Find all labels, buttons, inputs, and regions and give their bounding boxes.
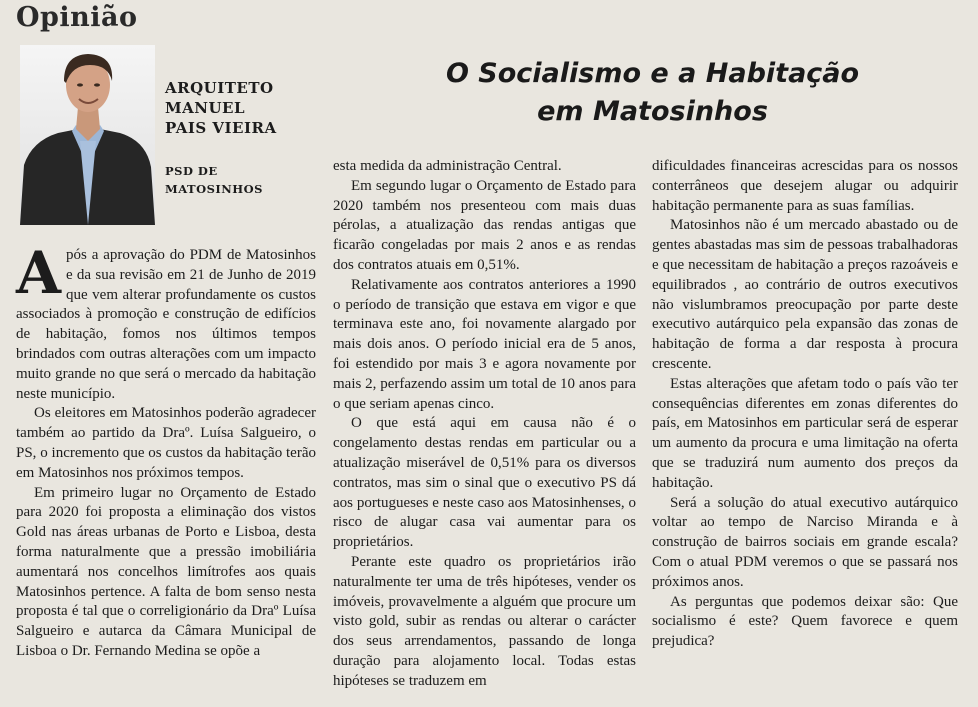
paragraph: Em primeiro lugar no Orçamento de Estado para 2020 foi proposta a eliminação dos vistos Gold nas áreas urbanas de Porto e Lisboa, desta forma naturalmente que a pressão imobiliária aumentará nos concelhos limítrofes aos quais Matosinhos pertence. A falta de bom senso nesta proposta é tal que o correligionário da Draº Luísa Salgueiro e autarca da Câmara Municipal de Lisboa o Dr. Fernando Medina se opõe a [16, 484, 316, 659]
paragraph: Perante este quadro os proprietários irão naturalmente ter uma de três hipóteses, vender os imóveis, provavelmente a alguém que procure um visto gold, subir as rendas ou alterar o carácter dos seus arrendamentos, passando de longa duração para alojamento local. Todas estas hipóteses se traduzem em [333, 553, 636, 689]
author-name-line: PAIS VIEIRA [165, 119, 277, 137]
paragraph: Estas alterações que afetam todo o país vão ter consequências diferentes em zonas diferentes do país, em Matosinhos em particular será de esperar um aumento da procura e uma limitação na oferta que se traduzirá num aumento dos preços da habitação. [652, 375, 958, 491]
author-role-line: MATOSINHOS [165, 182, 263, 196]
drop-cap: A [16, 239, 62, 307]
article-column-2 [333, 157, 636, 692]
paragraph: Relativamente aos contratos anteriores a 1990 o período de transição que estava em vigor e que terminava este ano, foi novamente alargado por mais dois anos. O período inicial era de 5 anos, foi estendido por mais 3 e agora novamente por mais 2, perfazendo assim um total de 10 anos para o que seriam apenas cinco. [333, 276, 636, 412]
author-name-line: ARQUITETO [165, 79, 274, 97]
author-name-line: MANUEL [165, 99, 246, 117]
author-photo [20, 45, 155, 225]
paragraph: Será a solução do atual executivo autárquico voltar ao tempo de Narciso Miranda e à construção de bairros sociais em grande escala? Com o atual PDM veremos o que se passará nos próximos anos. [652, 494, 958, 590]
author-role-line: PSD DE [165, 164, 218, 178]
paragraph: esta medida da administração Central. [333, 158, 562, 174]
author-portrait-image [20, 45, 155, 225]
author-role [165, 162, 325, 198]
paragraph: dificuldades financeiras acrescidas para os nossos conterrâneos que desejem alugar ou adquirir habitação permanente para as suas famílias. [652, 158, 958, 214]
headline-line: em Matosinhos [537, 96, 768, 127]
paragraph: Os eleitores em Matosinhos poderão agradecer também ao partido da Draº. Luísa Salgueiro, o PS, o incremento que os custos da habitação terão em Matosinhos nos próximos tempos. [16, 405, 316, 481]
article-headline [360, 55, 945, 131]
paragraph: Em segundo lugar o Orçamento de Estado para 2020 também nos presenteou com mais duas pérolas, a atualização das rendas antigas que ficarão congeladas por mais 2 anos e as rendas dos contratos atuais em 0,51%. [333, 177, 636, 273]
article-column-1 [16, 239, 316, 662]
paragraph-text: pós a aprovação do PDM de Matosinhos e da sua revisão em 21 de Junho de 2019 que vem alterar profundamente os custos associados à promoção e construção de edifícios de habitação, fomos nos últimos tempos brindados com outras alterações com um impacto muito grande no que será o mercado da habitação neste município. [16, 247, 316, 402]
author-name [165, 78, 325, 138]
paragraph: Matosinhos não é um mercado abastado ou de gentes abastadas mas sim de pessoas trabalhadoras e que necessitam de habitação a preços razoáveis e equilibrados , ao contrário de outros executivos não vislumbramos preocupação por parte deste executivo autárquico pela expansão das zonas de habitação de forma a dar resposta à procura crescente. [652, 217, 958, 372]
article-column-3 [652, 157, 958, 652]
section-title: Opinião [16, 2, 138, 33]
headline-line: O Socialismo e a Habitação [445, 58, 860, 89]
paragraph: As perguntas que podemos deixar são: Que socialismo é este? Quem favorece e quem prejudica? [652, 593, 958, 650]
paragraph: O que está aqui em causa não é o congelamento destas rendas em particular ou a atualização miserável de 0,51% para os diversos contratos, mas sim o sinal que o executivo PS dá aos portugueses e neste caso aos Matosinhenses, o risco de alugar casa vai aumentar para os proprietários. [333, 415, 636, 551]
paragraph [16, 239, 316, 404]
